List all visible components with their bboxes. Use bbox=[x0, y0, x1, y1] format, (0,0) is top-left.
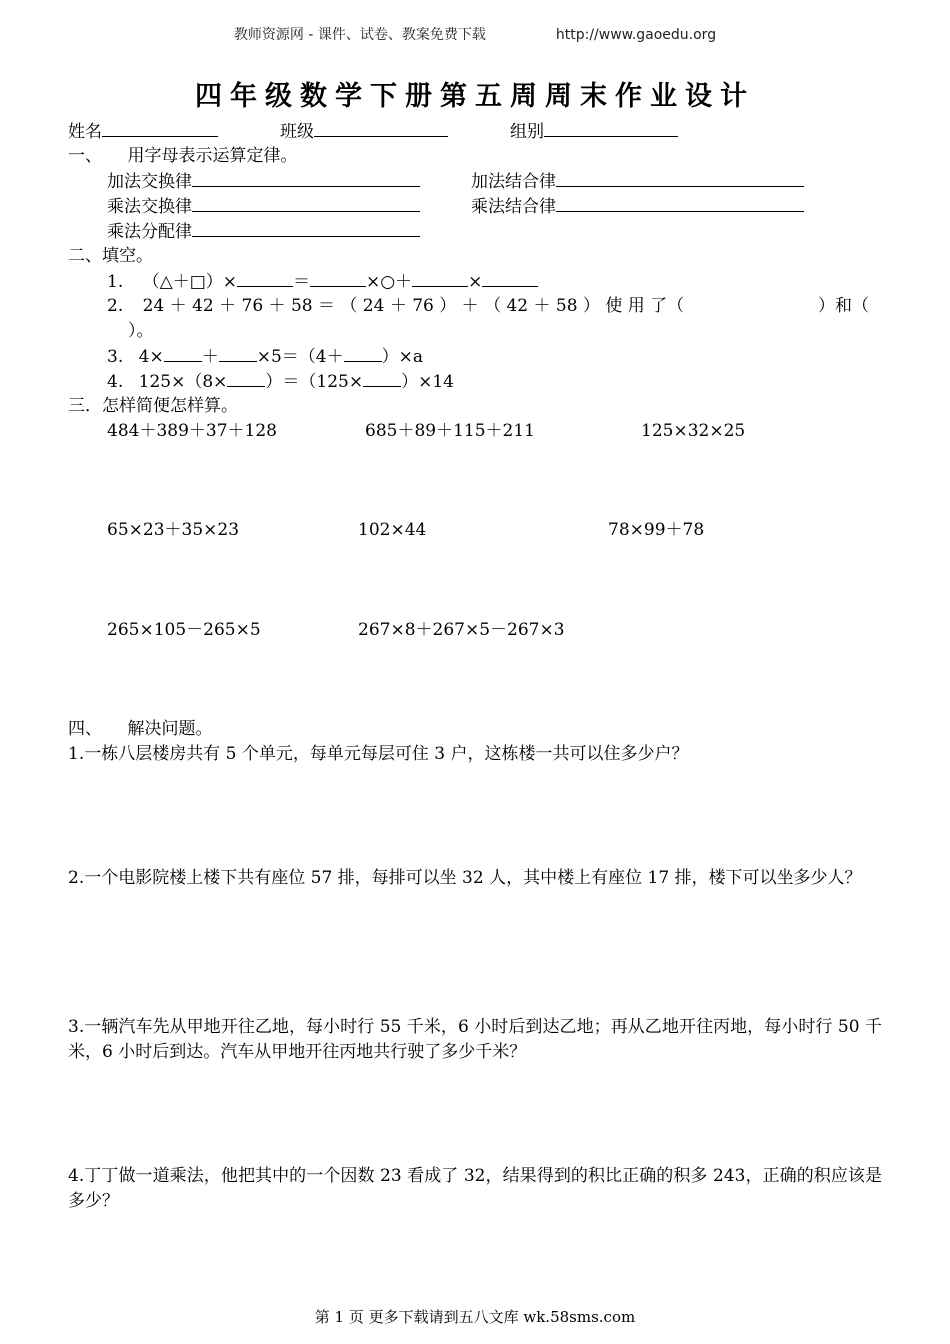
question-text: 4× bbox=[138, 347, 164, 367]
question-text: ×○＋ bbox=[366, 272, 413, 292]
calc-expression: 484＋389＋37＋128 bbox=[107, 421, 277, 441]
class-blank[interactable] bbox=[314, 119, 448, 137]
law-blank[interactable] bbox=[192, 219, 420, 237]
question-text: （△＋□）× bbox=[142, 272, 238, 292]
answer-blank[interactable] bbox=[227, 369, 265, 387]
section4-heading: 四、 解决问题。 bbox=[68, 719, 213, 739]
law-item bbox=[107, 219, 420, 244]
fill-question-2 bbox=[107, 294, 684, 318]
calc-expression: 125×32×25 bbox=[641, 421, 746, 441]
group-blank[interactable] bbox=[544, 119, 678, 137]
law-label: 乘法交换律 bbox=[107, 197, 192, 217]
question-text: ×5＝（4＋ bbox=[256, 347, 344, 367]
fill-question-3 bbox=[107, 344, 423, 369]
question-number: 4. bbox=[107, 372, 124, 392]
law-item bbox=[471, 194, 804, 219]
law-label: 乘法分配律 bbox=[107, 222, 192, 242]
answer-blank[interactable] bbox=[482, 269, 538, 287]
section2-heading: 二、填空。 bbox=[68, 246, 153, 266]
word-problem: 3.一辆汽车先从甲地开往乙地，每小时行 55 千米，6 小时后到达乙地；再从乙地开往丙地，每小时行 50 千米，6 小时后到达。汽车从甲地开往丙地共行驶了多少千米？ bbox=[68, 1017, 882, 1062]
name-field bbox=[68, 119, 218, 144]
calc-expression: 685＋89＋115＋211 bbox=[365, 421, 535, 441]
word-problem: 4.丁丁做一道乘法，他把其中的一个因数 23 看成了 32，结果得到的积比正确的积多 243，正确的积应该是多少？ bbox=[68, 1166, 882, 1211]
question-text: ）×14 bbox=[401, 372, 454, 392]
section3-heading: 三．怎样简便怎样算。 bbox=[68, 396, 238, 416]
answer-blank[interactable] bbox=[363, 369, 401, 387]
name-blank[interactable] bbox=[102, 119, 218, 137]
question-text: ＋ bbox=[201, 347, 219, 367]
law-label: 加法交换律 bbox=[107, 172, 192, 192]
calc-expression: 65×23＋35×23 bbox=[107, 520, 240, 540]
word-problem: 2.一个电影院楼上楼下共有座位 57 排，每排可以坐 32 人，其中楼上有座位 17 排，楼下可以坐多少人？ bbox=[68, 868, 862, 888]
answer-blank[interactable] bbox=[219, 344, 257, 362]
question-text: × bbox=[468, 272, 483, 292]
question-text: 24 ＋ 42 ＋ 76 ＋ 58 ＝ （ 24 ＋ 76 ） ＋ （ 42 ＋ 58 ） 使 用 了（ bbox=[142, 296, 685, 316]
fill-question-4 bbox=[107, 369, 454, 394]
law-blank[interactable] bbox=[556, 169, 804, 187]
answer-blank[interactable] bbox=[344, 344, 382, 362]
calc-expression: 265×105－265×5 bbox=[107, 620, 261, 640]
question-number: 2. bbox=[107, 296, 124, 316]
question-number: 3. bbox=[107, 347, 124, 367]
law-label: 加法结合律 bbox=[471, 172, 556, 192]
question-text: ）和（ bbox=[818, 296, 869, 316]
header-site-text: 教师资源网 - 课件、试卷、教案免费下载 bbox=[233, 27, 486, 43]
question-text: ）＝（125× bbox=[265, 372, 364, 392]
calc-expression: 78×99＋78 bbox=[608, 520, 705, 540]
header-url[interactable]: http://www.gaoedu.org bbox=[555, 27, 717, 43]
page-title: 四年级数学下册第五周周末作业设计 bbox=[195, 81, 755, 112]
answer-blank[interactable] bbox=[237, 269, 293, 287]
question-text: ＝ bbox=[293, 272, 311, 292]
law-blank[interactable] bbox=[556, 194, 804, 212]
section1-heading: 一、 用字母表示运算定律。 bbox=[68, 146, 298, 166]
group-field bbox=[510, 119, 678, 144]
answer-blank[interactable] bbox=[164, 344, 202, 362]
name-label: 姓名 bbox=[68, 122, 102, 142]
fill-question-1 bbox=[107, 269, 538, 294]
page-footer: 第 1 页 更多下载请到五八文库 wk.58sms.com bbox=[314, 1308, 636, 1326]
law-blank[interactable] bbox=[192, 194, 420, 212]
question-text: ）×a bbox=[381, 347, 423, 367]
law-label: 乘法结合律 bbox=[471, 197, 556, 217]
law-item bbox=[107, 194, 420, 219]
answer-blank[interactable] bbox=[412, 269, 468, 287]
answer-blank[interactable] bbox=[310, 269, 366, 287]
calc-expression: 102×44 bbox=[358, 520, 427, 540]
law-blank[interactable] bbox=[192, 169, 420, 187]
class-label: 班级 bbox=[280, 122, 314, 142]
question-text: ）。 bbox=[128, 321, 154, 341]
law-item bbox=[107, 169, 420, 194]
calc-expression: 267×8＋267×5－267×3 bbox=[358, 620, 565, 640]
page-header bbox=[0, 24, 950, 44]
question-number: 1. bbox=[107, 272, 124, 292]
question-text: 125×（8× bbox=[138, 372, 228, 392]
class-field bbox=[280, 119, 448, 144]
law-item bbox=[471, 169, 804, 194]
group-label: 组别 bbox=[510, 122, 544, 142]
word-problem: 1.一栋八层楼房共有 5 个单元，每单元每层可住 3 户，这栋楼一共可以住多少户？ bbox=[68, 744, 689, 764]
